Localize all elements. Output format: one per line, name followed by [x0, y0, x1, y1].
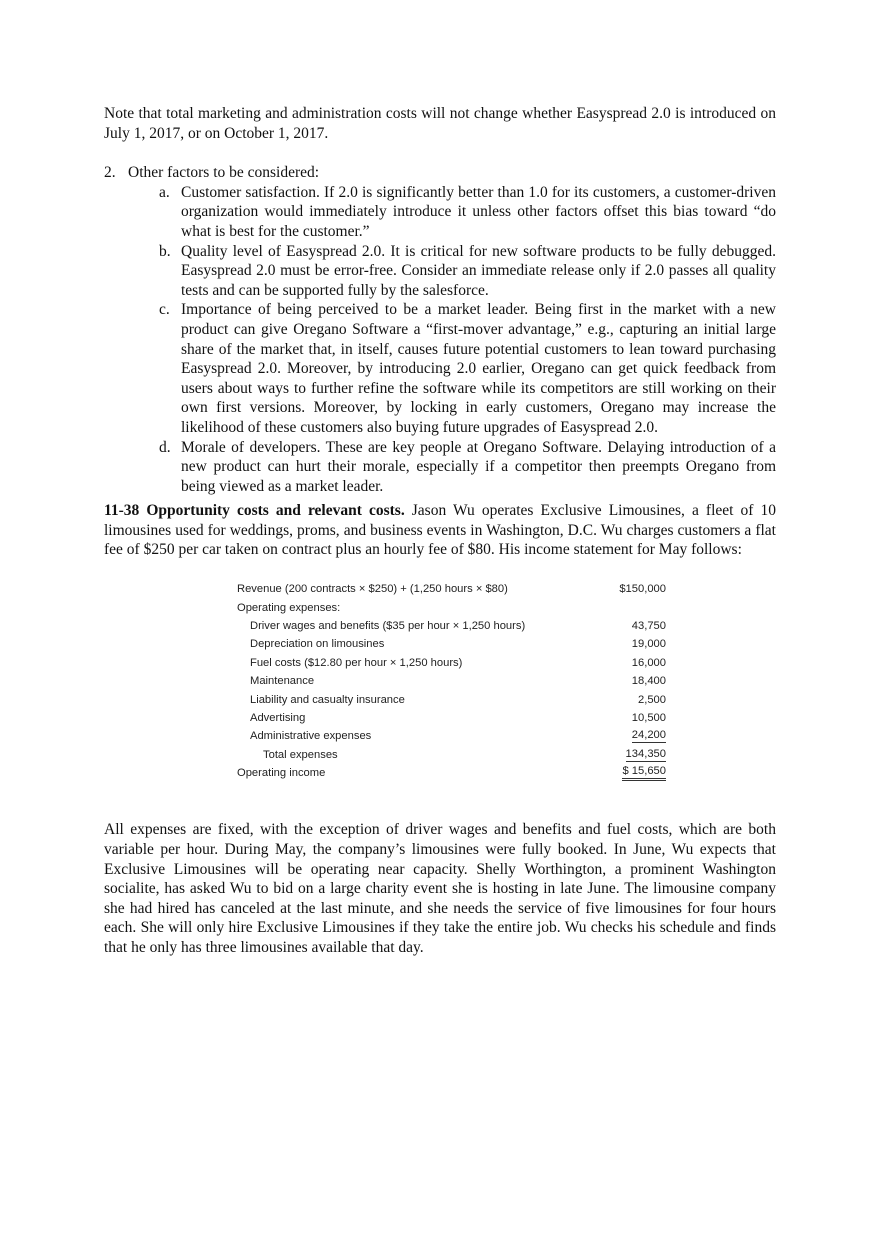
- income-statement-table: [237, 580, 666, 782]
- factor-text: Quality level of Easyspread 2.0. It is critical for new software products to be fully debugged. Easyspread 2.0 must be error-free. Consider an immediate release only if 2.0 passes all quality tests and can be supported fully by the salesforce.: [181, 242, 776, 299]
- expense-label: Depreciation on limousines: [250, 638, 385, 651]
- opex-label: Operating expenses:: [237, 601, 341, 614]
- revenue-label: Revenue (200 contracts × $250) + (1,250 hours × $80): [237, 583, 508, 596]
- expense-value: 19,000: [631, 638, 666, 651]
- expense-label: Administrative expenses: [250, 730, 372, 743]
- intro-paragraph: Note that total marketing and administration costs will not change whether Easyspread 2.0 is introduced on July 1, 2017, or on October 1, 2017.: [104, 105, 776, 142]
- factor-item-d: [104, 438, 776, 497]
- section-2-number: 2.: [104, 164, 116, 182]
- expense-value: 10,500: [631, 711, 666, 724]
- expense-value: 2,500: [638, 693, 666, 706]
- total-expenses-value: 134,350: [625, 747, 666, 760]
- expense-label: Maintenance: [250, 675, 315, 688]
- operating-income-row: [237, 764, 666, 782]
- problem-paragraph: [104, 501, 776, 560]
- revenue-value: $150,000: [619, 583, 666, 596]
- problem-text: Jason Wu operates Exclusive Limousines, a fleet of 10 limousines used for weddings, proms, and business events in Washington, D.C. Wu charges customers a flat fee of $250 per car taken on contract plus an hourly fee of $80. His income statement for May follows:: [104, 502, 776, 559]
- factor-item-a: [104, 183, 776, 242]
- expense-value: 16,000: [631, 656, 666, 669]
- section-2-heading-text: Other factors to be considered:: [128, 164, 320, 182]
- factor-item-b: [104, 242, 776, 301]
- expense-row: [237, 727, 666, 745]
- problem-title: 11-38 Opportunity costs and relevant costs.: [104, 502, 405, 520]
- total-expenses-row: [237, 746, 666, 764]
- factor-letter: d.: [159, 438, 171, 456]
- factor-letter: c.: [159, 301, 170, 319]
- expense-label: Driver wages and benefits ($35 per hour × 1,250 hours): [250, 620, 526, 633]
- factor-text: Importance of being perceived to be a market leader. Being first in the market with a new product can give Oregano Software a “first-mover advantage,” e.g., capturing an initial large share of the market that, in itself, causes future potential customers to lean toward purchasing Easyspread 2.0. Moreover, by introducing 2.0 earlier, Oregano can get quick feedback from users about ways to further refine the software while its competitors are still working on their own first versions. Moreover, by locking in early customers, Oregano may increase the likelihood of these customers also buying future upgrades of Easyspread 2.0.: [181, 301, 776, 436]
- expense-label: Advertising: [250, 711, 306, 724]
- closing-paragraph: All expenses are fixed, with the exception of driver wages and benefits and fuel costs, which are both variable per hour. During May, the company’s limousines were fully booked. In June, Wu expects that Exclusive Limousines will be operating near capacity. Shelly Worthington, a prominent Washington socialite, has asked Wu to bid on a large charity event she is hosting in late June. The limousine company she had hired has canceled at the last minute, and she needs the service of five limousines for four hours each. She will only hire Exclusive Limousines if they take the entire job. Wu checks his schedule and finds that he only has three limousines available that day.: [104, 821, 776, 956]
- expense-row: [237, 672, 666, 690]
- factor-item-c: [104, 300, 776, 437]
- opex-heading-row: [237, 598, 666, 616]
- factor-text: Morale of developers. These are key people at Oregano Software. Delaying introduction of a new product can hurt their morale, especially if a competitor then preempts Oregano from being viewed as a market leader.: [181, 438, 776, 495]
- expense-value: 24,200: [631, 729, 666, 742]
- factor-letter: a.: [159, 183, 170, 201]
- expense-value: 43,750: [631, 620, 666, 633]
- operating-income-value: $ 15,650: [622, 765, 666, 781]
- factors-list: [104, 183, 776, 497]
- factor-text: Customer satisfaction. If 2.0 is significantly better than 1.0 for its customers, a customer-driven organization would immediately introduce it unless other factors offset this bias toward “do what is best for the customer.”: [181, 183, 776, 240]
- revenue-row: [237, 580, 666, 598]
- expense-row: [237, 635, 666, 653]
- expense-row: [237, 617, 666, 635]
- expense-row: [237, 709, 666, 727]
- expense-label: Fuel costs ($12.80 per hour × 1,250 hours): [250, 656, 463, 669]
- expense-row: [237, 690, 666, 708]
- section-2-heading: [104, 163, 776, 183]
- operating-income-label: Operating income: [237, 767, 326, 780]
- expense-label: Liability and casualty insurance: [250, 693, 405, 706]
- factor-letter: b.: [159, 242, 171, 260]
- total-expenses-label: Total expenses: [263, 748, 338, 761]
- expense-row: [237, 654, 666, 672]
- document-page: [104, 104, 776, 958]
- expense-value: 18,400: [631, 675, 666, 688]
